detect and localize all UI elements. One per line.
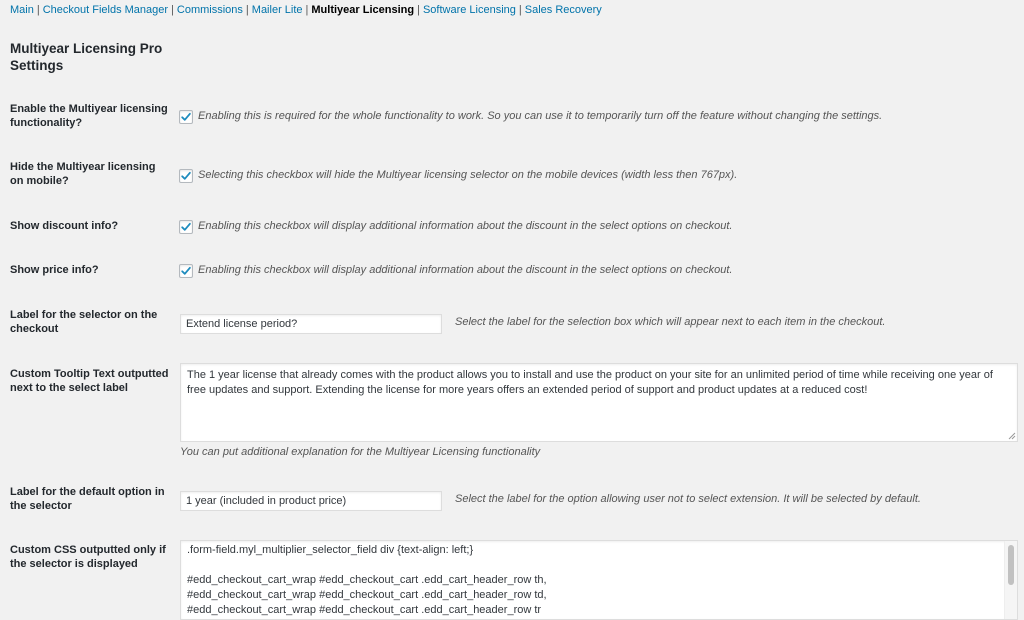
scrollbar-thumb[interactable] <box>1008 545 1014 585</box>
css-line: #edd_checkout_cart_wrap #edd_checkout_cart .edd_cart_header_row th, <box>187 574 547 586</box>
enable-description: Enabling this is required for the whole functionality to work. So you can use it to temporarily turn off the feature without changing the settings. <box>198 110 883 122</box>
subnav-main[interactable]: Main <box>10 4 34 16</box>
show-price-description: Enabling this checkbox will display additional information about the discount in the select options on checkout. <box>198 264 733 276</box>
hide-mobile-checkbox[interactable] <box>179 169 193 183</box>
default-option-label: Label for the default option in the selector <box>10 486 165 512</box>
subnav-separator: | <box>518 4 522 16</box>
show-discount-checkbox[interactable] <box>179 220 193 234</box>
custom-css-label: Custom CSS outputted only if the selector is displayed <box>10 544 166 570</box>
tooltip-description: You can put additional explanation for the Multiyear Licensing functionality <box>180 446 541 458</box>
hide-mobile-label: Hide the Multiyear licensing on mobile? <box>10 161 156 187</box>
page-title: Multiyear Licensing Pro Settings <box>10 41 163 73</box>
tooltip-text: The 1 year license that already comes with the product allows you to install and use the product on your site for an unlimited period of time while receiving one year of free updates and support. Extending the license for more years offers an extended period of support and product updates at a reduced cost! <box>187 369 993 396</box>
subnav-separator: | <box>245 4 249 16</box>
show-price-label: Show price info? <box>10 264 99 276</box>
subnav-multiyear-licensing: Multiyear Licensing <box>311 4 415 16</box>
hide-mobile-description: Selecting this checkbox will hide the Multiyear licensing selector on the mobile devices (width less then 767px). <box>198 169 738 181</box>
enable-label: Enable the Multiyear licensing functionality? <box>10 103 168 129</box>
css-line: .form-field.myl_multiplier_selector_field div {text-align: left;} <box>187 544 474 556</box>
resize-grip-icon[interactable] <box>1008 432 1016 440</box>
enable-checkbox[interactable] <box>179 110 193 124</box>
subnav-checkout-fields-manager[interactable]: Checkout Fields Manager <box>42 4 169 16</box>
sub-navigation <box>10 4 602 16</box>
subnav-software-licensing[interactable]: Software Licensing <box>422 4 516 16</box>
checkmark-icon <box>180 265 192 277</box>
tooltip-label: Custom Tooltip Text outputted next to the select label <box>10 368 169 394</box>
show-price-checkbox[interactable] <box>179 264 193 278</box>
selector-label-description: Select the label for the selection box which will appear next to each item in the checkout. <box>455 316 886 328</box>
show-discount-description: Enabling this checkbox will display additional information about the discount in the select options on checkout. <box>198 220 733 232</box>
subnav-separator: | <box>36 4 40 16</box>
tooltip-textarea[interactable] <box>180 363 1018 442</box>
checkmark-icon <box>180 221 192 233</box>
selector-label-label: Label for the selector on the checkout <box>10 309 158 335</box>
scrollbar[interactable] <box>1004 541 1017 619</box>
subnav-separator: | <box>417 4 420 16</box>
subnav-separator: | <box>171 4 174 16</box>
default-option-description: Select the label for the option allowing user not to select extension. It will be selected by default. <box>455 493 921 505</box>
css-line: #edd_checkout_cart_wrap #edd_checkout_cart .edd_cart_header_row tr <box>187 604 542 616</box>
css-line: #edd_checkout_cart_wrap #edd_checkout_cart .edd_cart_header_row td, <box>187 589 547 601</box>
subnav-separator: | <box>305 4 309 16</box>
checkmark-icon <box>180 170 192 182</box>
css-line <box>187 558 1011 573</box>
default-option-input[interactable]: 1 year (included in product price) <box>180 491 442 511</box>
selector-label-input[interactable]: Extend license period? <box>180 314 442 334</box>
custom-css-textarea[interactable] <box>180 540 1018 620</box>
subnav-commissions[interactable]: Commissions <box>176 4 243 16</box>
checkmark-icon <box>180 111 192 123</box>
subnav-mailer-lite[interactable]: Mailer Lite <box>251 4 303 16</box>
show-discount-label: Show discount info? <box>10 220 119 232</box>
subnav-sales-recovery[interactable]: Sales Recovery <box>524 4 602 16</box>
